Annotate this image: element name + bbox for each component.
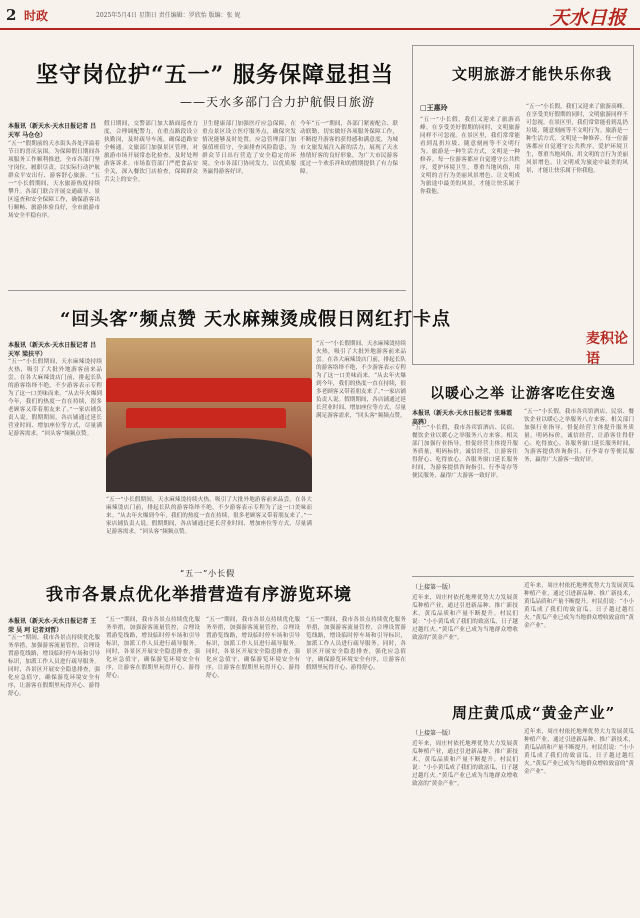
scenic-title: 我市各景点优化举措营造有序游览环境 [46,585,352,605]
melon-column-top-2: 近年来，周庄村依托地理优势大力发展黄瓜种植产业，通过引进新品种、推广新技术，黄瓜品质和产量不断提升。村民们说：“小小黄瓜成了我们的致富瓜，日子越过越红火。”黄瓜产业已成为当地群众增收致富的“黄金产业”。 [524,583,634,629]
photo-tents [106,378,312,402]
lead-column-1: “五一”假期前的天水街头各处洋溢着节日的喜庆氛围。为保障假日期间各项服务工作顺利推进，全市各部门坚守岗位、履职尽责，以实际行动护航群众平安出行、游客舒心旅游。“五一”小长假期间，天水旅游热度持续攀升。各部门联合开展交通疏导、景区巡查和安全保障工作，确保游客出行顺畅、旅游体验良好，全市旅游市场安全平稳有序。 [8,141,100,219]
scenic-column-3: “五一”期间，我市各景点持续优化服务举措，加强游客流量管控，合理设置游览线路，增设临时停车场和引导标识，加派工作人员进行疏导服务。同时，各景区开展安全隐患排查，强化应急值守，确保游览环境安全有序，让游客在假期里玩得开心、游得舒心。 [206,617,300,679]
section-name: 时政 [24,9,49,23]
feature-column-3: “五一”小长假期间，天水麻辣烫持续火热，吸引了大批外地游客前来品尝。在各大麻辣烫店门前，排起长队的游客络绎不绝，不少游客表示专程为了这一口美味而来。“从去年火爆到今年，我们的热度一直在持续，很多老顾客又带着朋友来了。”一家店铺负责人说。假期期间，各店铺通过延长营业时间、增加座位等方式，尽量满足游客需求，“回头客”频频点赞。 [106,497,312,535]
feature-column-1: “五一”小长假期间，天水麻辣烫持续火热，吸引了大批外地游客前来品尝。在各大麻辣烫店门前，排起长队的游客络绎不绝，不少游客表示专程为了这一口美味而来。“从去年火爆到今年，我们的热度一直在持续，很多老顾客又带着朋友来了。”一家店铺负责人说。假期期间，各店铺通过延长营业时间、增加座位等方式，尽量满足游客需求，“回头客”频频点赞。 [8,359,102,437]
page-meta: 2025年5月4日 星期日 责任编辑：罗欣怡 版编：张 妮 [96,12,241,19]
melon-title: 周庄黄瓜成“黄金产业” [452,704,616,722]
feature-photo [106,338,312,492]
scenic-byline: 本报讯（新天水·天水日报记者 王 荣 吴 珂 记者刘哲） [8,618,97,634]
lead-subtitle: ——天水多部门合力护航假日旅游 [180,95,376,109]
photo-tents [126,408,286,428]
warmth-byline: 本报讯（新天水·天水日报记者 张琳霞 高鸦） [412,410,513,426]
commentary-author: □王惠玲 [420,103,448,112]
melon-byline: （上接第一版） [412,730,455,737]
feature-column-2: “五一”小长假期间，天水麻辣烫持续火热，吸引了大批外地游客前来品尝。在各大麻辣烫店门前，排起长队的游客络绎不绝，不少游客表示专程为了这一口美味而来。“从去年火爆到今年，我们的热度一直在持续，很多老顾客又带着朋友来了。”一家店铺负责人说。假期期间，各店铺通过延长营业时间、增加座位等方式，尽量满足游客需求，“回头客”频频点赞。 [316,341,406,419]
newspaper-logo: 天水日报 [549,7,626,29]
scenic-column-2: “五一”期间，我市各景点持续优化服务举措，加强游客流量管控，合理设置游览线路，增设临时停车场和引导标识，加派工作人员进行疏导服务。同时，各景区开展安全隐患排查，强化应急值守，确保游览环境安全有序，让游客在假期里玩得开心、游得舒心。 [106,617,200,679]
page-number: 2 [6,6,17,24]
scenic-column-1: “五一”期间，我市各景点持续优化服务举措，加强游客流量管控，合理设置游览线路，增设临时停车场和引导标识，加派工作人员进行疏导服务。同时，各景区开展安全隐患排查，强化应急值守，确保游览环境安全有序，让游客在假期里玩得开心、游得舒心。 [8,635,100,697]
warmth-column-1: “五一”小长假，我市各宾馆酒店、民宿、餐饮企业以暖心之举服务八方来客。相关部门加强行业指导，督促经营主体提升服务质量，明码标价，诚信经营，让游客住得舒心、吃得放心。各服务窗口延长服务时间，为游客提供咨询指引、行李寄存等便民服务，赢得广大游客一致好评。 [412,425,518,479]
photo-crowd [106,438,312,492]
commentary-column-2: “五一”小长假，我们又迎来了旅游高峰。在享受美好假期的同时，文明旅游同样不可忽视。在景区里，我们常常能看到乱扔垃圾、随意刻画等不文明行为。旅游是一种生活方式，文明是一种修养。每一位游客都应自觉遵守公共秩序，爱护环境卫生，尊重当地风俗，用文明的言行为美丽风景增色。让文明成为旅途中最美的风景，才能让快乐属于你我他。 [526,104,628,174]
divider [412,576,634,577]
melon-continued: （上接第一版） [412,584,455,591]
commentary-column-1: “五一”小长假，我们又迎来了旅游高峰。在享受美好假期的同时，文明旅游同样不可忽视。在景区里，我们常常能看到乱扔垃圾、随意刻画等不文明行为。旅游是一种生活方式，文明是一种修养。每一位游客都应自觉遵守公共秩序，爱护环境卫生，尊重当地风俗，用文明的言行为美丽风景增色。让文明成为旅途中最美的风景，才能让快乐属于你我他。 [420,117,520,195]
feature-byline: 本报讯（新天水·天水日报记者 吕天军 梁扶平） [8,342,97,358]
lead-column-2: 假日期间，交警部门加大路面巡查力度，合理调配警力，在重点路段设立执勤岗，及时疏导车流，确保道路安全畅通。文旅部门加强景区管理，对旅游市场开展常态化检查，及时处理游客诉求。市场监管部门严把食品安全关，深入餐饮门店检查，保障群众舌尖上的安全。 [104,121,198,183]
melon-column-1: 近年来，周庄村依托地理优势大力发展黄瓜种植产业，通过引进新品种、推广新技术，黄瓜品质和产量不断提升。村民们说：“小小黄瓜成了我们的致富瓜，日子越过越红火。”黄瓜产业已成为当地群众增收致富的“黄金产业”。 [412,741,518,787]
melon-column-top-1: 近年来，周庄村依托地理优势大力发展黄瓜种植产业，通过引进新品种、推广新技术，黄瓜品质和产量不断提升。村民们说：“小小黄瓜成了我们的致富瓜，日子越过越红火。”黄瓜产业已成为当地群众增收致富的“黄金产业”。 [412,595,518,641]
commentary-stamp: 麦积论语 [586,331,628,367]
lead-title: 坚守岗位护“五一” 服务保障显担当 [36,62,394,88]
scenic-column-4: “五一”期间，我市各景点持续优化服务举措，加强游客流量管控，合理设置游览线路，增设临时停车场和引导标识，加派工作人员进行疏导服务。同时，各景区开展安全隐患排查，强化应急值守，确保游览环境安全有序，让游客在假期里玩得开心、游得舒心。 [306,617,406,671]
warmth-column-2: “五一”小长假，我市各宾馆酒店、民宿、餐饮企业以暖心之举服务八方来客。相关部门加强行业指导，督促经营主体提升服务质量，明码标价，诚信经营，让游客住得舒心、吃得放心。各服务窗口延长服务时间，为游客提供咨询指引、行李寄存等便民服务，赢得广大游客一致好评。 [524,409,634,463]
lead-byline: 本报讯（新天水·天水日报记者 吕天军 马仓仓） [8,123,97,139]
divider [8,290,406,291]
lead-column-3: 卫生健康部门加强医疗应急保障，在重点景区设立医疗服务点，确保突发情况能够及时处置。应急管理部门加强值班值守，全面排查风险隐患，为群众节日出行营造了安全稳定的环境。全市各部门协同发力，以优质服务赢得游客好评。 [202,121,296,175]
page-header [0,0,640,30]
scenic-kicker: “五一”小长假 [180,569,236,578]
lead-column-4: 今年“五一”期间，各部门紧密配合、联动联勤，切实做好各项服务保障工作，不断提升游客的获得感和满意度，为城市文旅发展注入新的活力，展现了天水热情好客的良好形象，为广大市民游客度过一个欢乐祥和的假期提供了有力保障。 [300,121,398,175]
commentary-title: 文明旅游才能快乐你我 [452,65,613,83]
melon-column-2: 近年来，周庄村依托地理优势大力发展黄瓜种植产业，通过引进新品种、推广新技术，黄瓜品质和产量不断提升。村民们说：“小小黄瓜成了我们的致富瓜，日子越过越红火。”黄瓜产业已成为当地群众增收致富的“黄金产业”。 [524,729,634,775]
feature-title: “回头客”频点赞 天水麻辣烫成假日网红打卡点 [60,309,451,330]
warmth-title: 以暖心之举 让游客吃住安逸 [430,386,616,402]
